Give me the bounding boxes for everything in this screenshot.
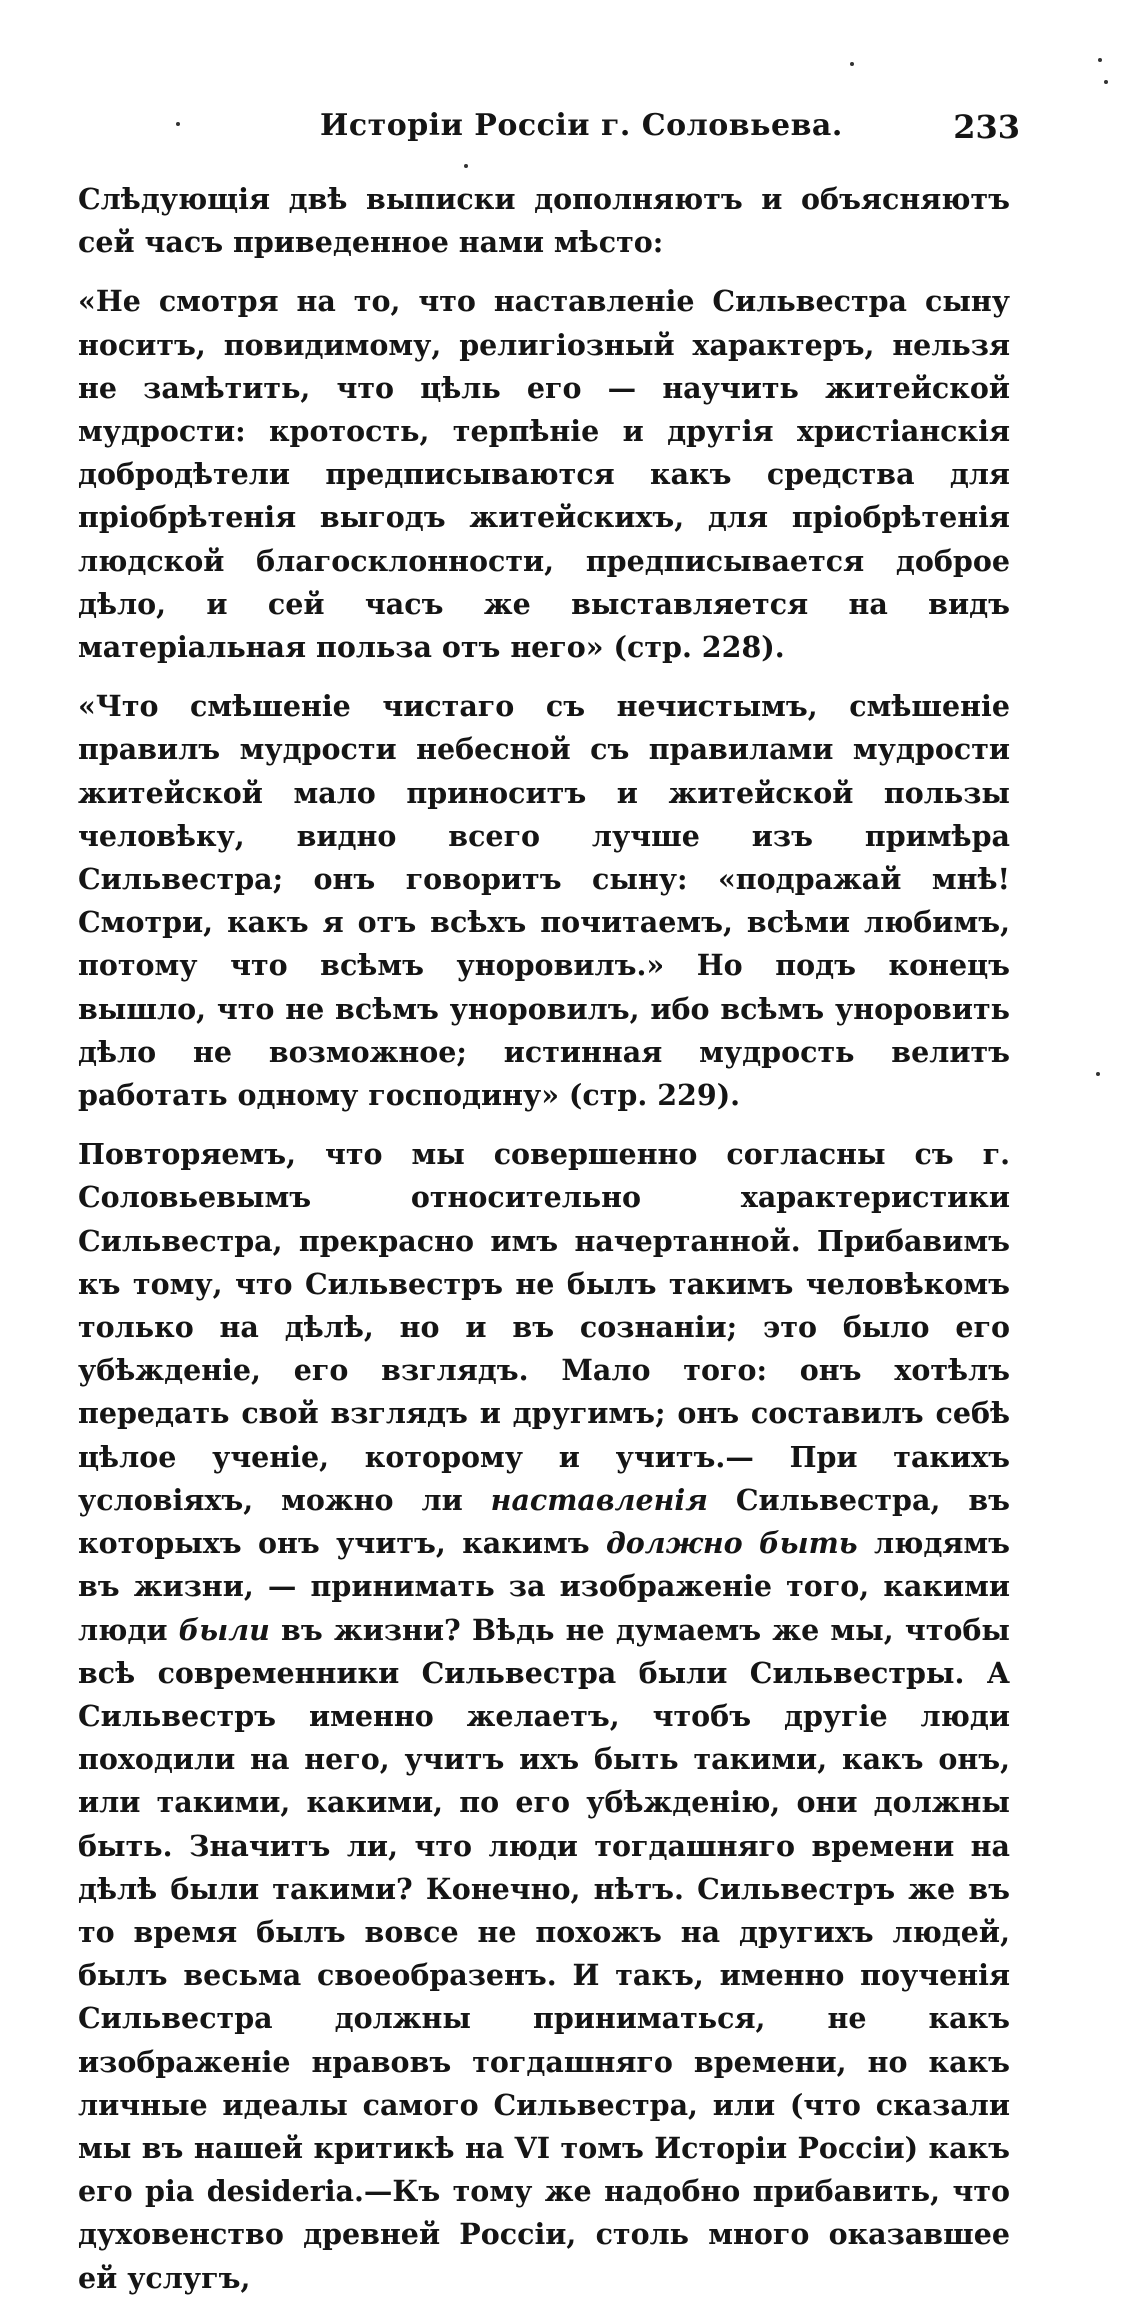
commentary-italic-1: наставленiя [490,1482,708,1517]
commentary-italic-3: были [178,1612,270,1647]
print-speck [1096,1072,1100,1076]
paragraph-intro: Слѣдующiя двѣ выписки дополняютъ и объясняютъ сей часъ приведенное нами мѣсто: [78,182,1010,260]
page-number: 233 [953,108,1020,146]
commentary-text-4: въ жизни? Вѣдь не думаемъ же мы, чтобы всѣ современники Сильвестра были Сильвестры. А Сильвестръ именно желаетъ, чтобъ другiе люди походили на него, учитъ ихъ быть такими, какъ онъ, или такими, какими, по его убѣжденiю, они должны быть. Значитъ ли, что люди тогдашняго времени на дѣлѣ были такими? Конечно, нѣтъ. Сильвестръ же въ то время былъ вовсе не похожъ на другихъ людей, былъ весьма своеобразенъ. И такъ, именно поученiя Сильвестра должны приниматься, не какъ изображенiе нравовъ тогдашняго времени, но какъ личные идеалы самого Сильвестра, или (что сказали мы въ нашей критикѣ на VI томъ Исторiи Россiи) какъ его pia desideria.—Къ тому же надобно прибавить, что духовенство древней Россiи, столь много оказавшее ей услугъ, [78,1612,1010,2295]
paragraph-quote-2: «Что смѣшенiе чистаго съ нечистымъ, смѣшенiе правилъ мудрости небесной съ правилами мудрости житейской мало приноситъ и житейской пользы человѣку, видно всего лучше изъ примѣра Сильвестра; онъ говоритъ сыну: «подражай мнѣ! Смотри, какъ я отъ всѣхъ почитаемъ, всѣми любимъ, потому что всѣмъ уноровилъ.» Но подъ конецъ вышло, что не всѣмъ уноровилъ, ибо всѣмъ уноровить дѣло не возможное; истинная мудрость велитъ работать одному господину» (стр. 229). [78,689,1010,1113]
print-speck [464,164,468,168]
print-speck [1098,58,1102,62]
commentary-text-2: Сильвестра, въ которыхъ онъ учитъ, какимъ [78,1482,1010,1561]
commentary-italic-2: должно быть [605,1526,858,1561]
commentary-text-3: людямъ въ жизни, — принимать за изображенiе того, какими люди [78,1526,1010,1647]
print-speck [1104,80,1108,84]
commentary-text-1: Повторяемъ, что мы совершенно согласны съ г. Соловьевымъ относительно характеристики Сильвестра, прекрасно имъ начертанной. Прибавимъ къ тому, что Сильвестръ не былъ такимъ человѣкомъ только на дѣлѣ, но и въ сознанiи; это было его убѣжденiе, его взглядъ. Мало того: онъ хотѣлъ передать свой взглядъ и другимъ; онъ составилъ себѣ цѣлое ученiе, которому и учитъ.— При такихъ условiяхъ, можно ли [78,1137,1010,1517]
paragraph-quote-1: «Не смотря на то, что наставленiе Сильвестра сыну носитъ, повидимому, религiозный характеръ, нельзя не замѣтить, что цѣль его — научить житейской мудрости: кротость, терпѣнiе и другiя христiанскiя добродѣтели предписываются какъ средства для прiобрѣтенiя выгодъ житейскихъ, для прiобрѣтенiя людской благосклонности, предписывается доброе дѣло, и сей часъ же выставляется на видъ матерiальная польза отъ него» (стр. 228). [78,284,1010,665]
body-text [78,178,1010,2316]
page-header [320,108,1020,148]
print-speck [850,62,854,66]
running-title: Исторiи Россiи г. Соловьева. [320,108,843,143]
print-speck [176,122,180,126]
paragraph-commentary [78,1133,1010,2299]
